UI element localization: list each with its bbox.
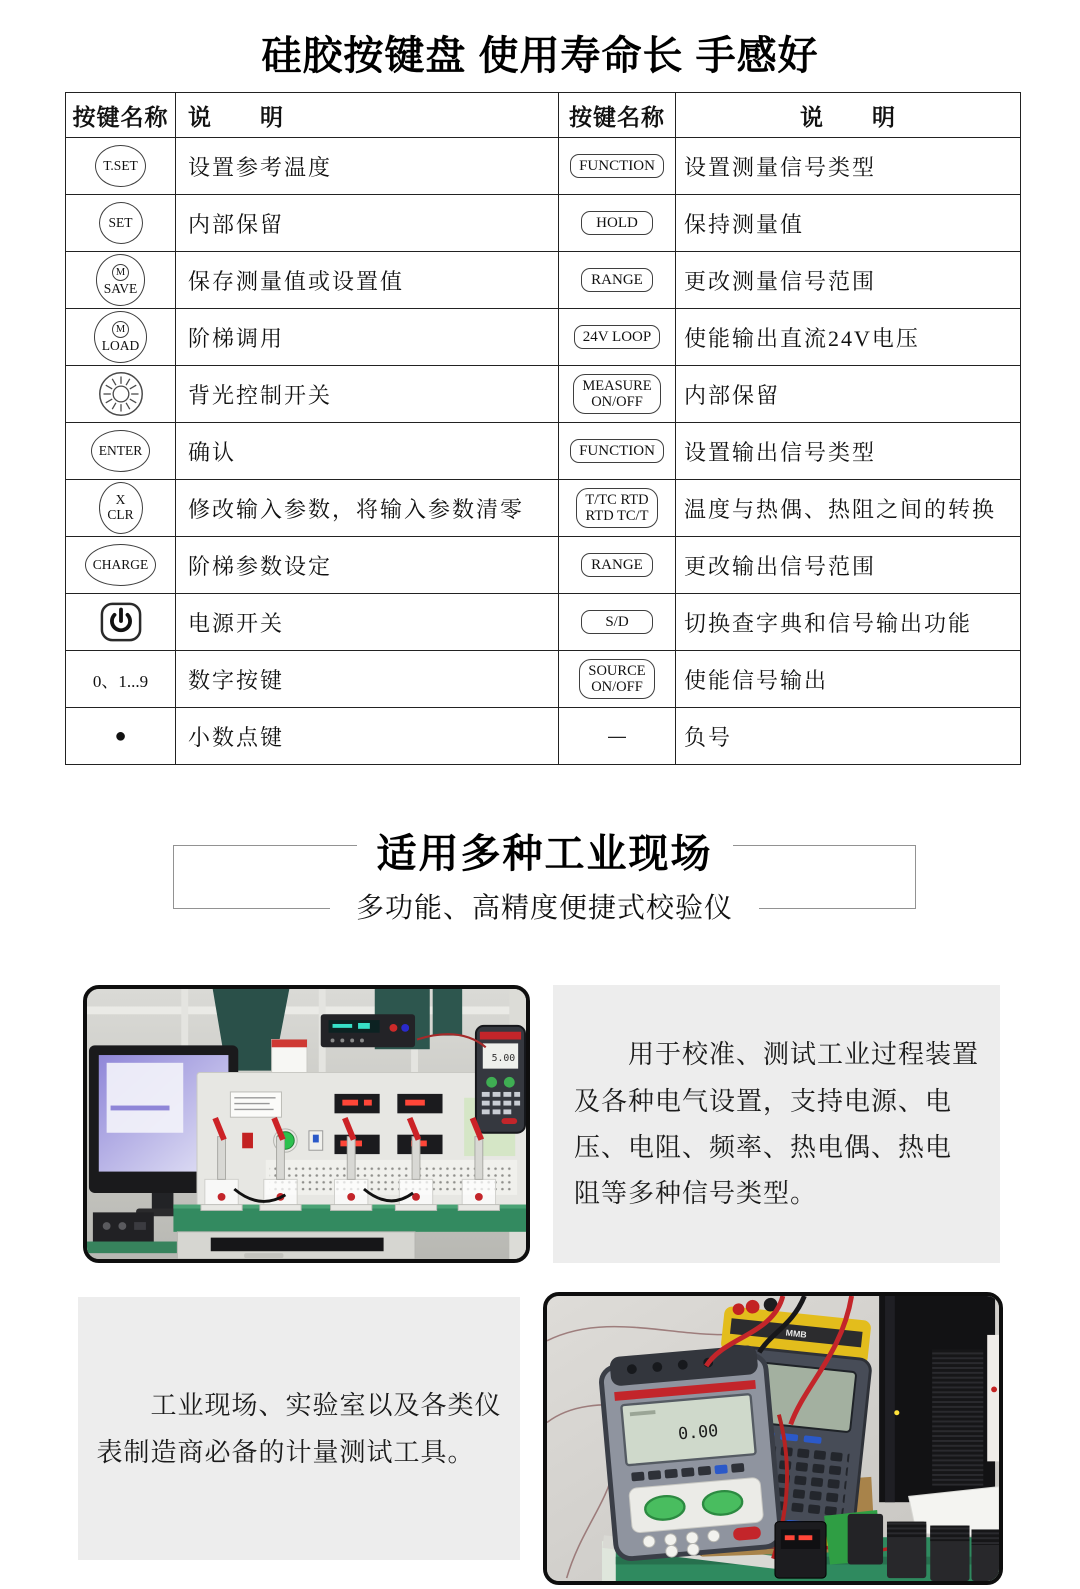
key-cell-left [66, 138, 176, 195]
section-applications-box [173, 832, 916, 923]
key-label-line: FUNCTION [579, 442, 655, 459]
section-subtitle-wrap [174, 886, 915, 926]
key-cell-left [66, 423, 176, 480]
text-line: 阻等多种信号类型。 [573, 1178, 817, 1209]
desc-cell-right: 使能信号输出 [676, 651, 1021, 708]
text-line: 及各种电气设置，支持电源、电 [573, 1085, 952, 1116]
handheld-calibrators-photo [543, 1292, 1003, 1585]
power-icon [99, 601, 143, 643]
key-source-on-off [579, 659, 654, 699]
table-row [66, 309, 1021, 366]
key-label-line: S/D [605, 613, 629, 630]
section-title-wrap [174, 822, 915, 879]
gray-calibrator [599, 1344, 781, 1562]
desc-cell-left: 数字按键 [176, 651, 559, 708]
text-line: 工业现场、实验室以及各类仪 [96, 1390, 502, 1421]
power-supply-box [93, 1212, 154, 1245]
desc-cell-left: 阶梯参数设定 [176, 537, 559, 594]
key-cell-right [559, 423, 676, 480]
key-cell-right [559, 480, 676, 537]
header-key-name-1: 按键名称 [66, 93, 176, 138]
key-range [581, 268, 653, 293]
key-cell-left [66, 708, 176, 765]
key-cell-left [66, 594, 176, 651]
key-label-line: SOURCE [588, 662, 646, 679]
key-cell-right [559, 708, 676, 765]
key-cell-left [66, 195, 176, 252]
svg-text:0.00: 0.00 [677, 1420, 719, 1444]
key-label-line: X [115, 492, 126, 508]
key-measure-on-off [573, 374, 660, 414]
key-label-line: FUNCTION [579, 157, 655, 174]
page-title: 硅胶按键盘 使用寿命长 手感好 [261, 34, 819, 78]
svg-text:5.00: 5.00 [491, 1052, 516, 1064]
key-label-line: SAVE [103, 280, 138, 296]
key-label-line: MEASURE [582, 377, 652, 394]
desc-cell-left: 修改输入参数，将输入参数清零 [176, 480, 559, 537]
m-badge: M [112, 321, 129, 338]
key-label-line: LOAD [101, 337, 140, 353]
desc-cell-left: 小数点键 [176, 708, 559, 765]
key-table-body [66, 138, 1021, 765]
desc-cell-right: 更改输出信号范围 [676, 537, 1021, 594]
key-label-line: ON/OFF [591, 679, 643, 695]
factory-bench-art [87, 989, 526, 1259]
key-label-line: 24V LOOP [582, 328, 652, 345]
key-set [99, 202, 143, 244]
key-cell-right [559, 537, 676, 594]
key-label-line: T.SET [103, 157, 138, 173]
desc-cell-right: 设置测量信号类型 [676, 138, 1021, 195]
key-cell-right [559, 138, 676, 195]
key-label-line: HOLD [596, 214, 638, 231]
table-row [66, 537, 1021, 594]
key-label-line: RTD TC/T [585, 508, 649, 524]
handheld-calibrators-art [547, 1296, 999, 1581]
header-key-name-2: 按键名称 [559, 93, 676, 138]
key-cell-right [559, 309, 676, 366]
desc-cell-right: 负号 [676, 708, 1021, 765]
key-label-line: SET [108, 214, 133, 230]
key-hold [581, 211, 653, 236]
keyboard-drawer [177, 1232, 415, 1259]
table-row [66, 195, 1021, 252]
desc-cell-right: 设置输出信号类型 [676, 423, 1021, 480]
table-row [66, 138, 1021, 195]
table-row [66, 423, 1021, 480]
pc-tower [879, 1296, 995, 1502]
desc-cell-left: 电源开关 [176, 594, 559, 651]
factory-bench-photo [83, 985, 530, 1263]
text-line: 压、电阻、频率、热电偶、热电 [573, 1132, 952, 1162]
section-subtitle: 多功能、高精度便捷式校验仪 [330, 886, 759, 926]
table-row [66, 366, 1021, 423]
desc-cell-right: 温度与热偶、热阻之间的转换 [676, 480, 1021, 537]
table-header-row [66, 93, 1021, 138]
desc-cell-right: 使能输出直流24V电压 [676, 309, 1021, 366]
key-cell-right [559, 252, 676, 309]
key-cell-right [559, 651, 676, 708]
key-cell-left [66, 309, 176, 366]
key-t-set [95, 145, 146, 187]
key-label-line: RANGE [591, 271, 643, 288]
key-description-table [65, 92, 1021, 765]
description-panel-2 [78, 1297, 520, 1560]
key-save [96, 254, 146, 306]
key-label-line: ENTER [98, 442, 143, 458]
key-cell-left [66, 537, 176, 594]
key-x-clr [99, 482, 143, 534]
desc-cell-left: 设置参考温度 [176, 138, 559, 195]
text-line: 表制造商必备的计量测试工具。 [96, 1436, 475, 1467]
desc-cell-left: 内部保留 [176, 195, 559, 252]
panel-1-text [574, 1031, 979, 1216]
text-line: 用于校准、测试工业过程装置 [573, 1039, 979, 1070]
key-range [581, 553, 653, 578]
table-row [66, 480, 1021, 537]
header-description-1: 说 明 [176, 93, 559, 138]
side-monitor-sliver [987, 1335, 999, 1461]
desc-cell-right: 内部保留 [676, 366, 1021, 423]
key-cell-right [559, 366, 676, 423]
key-load [94, 311, 148, 363]
description-panel-1 [553, 985, 1000, 1263]
bench-meter [321, 1014, 415, 1047]
decimal-dot-key: ● [114, 724, 127, 747]
no-key-dash: — [608, 725, 626, 746]
m-badge: M [112, 264, 129, 281]
key-function [570, 154, 664, 179]
key-24v-loop [574, 325, 660, 350]
key-label-line: RANGE [591, 556, 643, 573]
desc-cell-right: 切换查字典和信号输出功能 [676, 594, 1021, 651]
key-cell-right [559, 195, 676, 252]
svg-text:MMB: MMB [785, 1327, 808, 1340]
handheld-calibrator-on-bench [476, 1026, 525, 1133]
desc-cell-left: 阶梯调用 [176, 309, 559, 366]
header-description-2: 说 明 [676, 93, 1021, 138]
backlight-icon [97, 370, 145, 418]
key-charge [85, 544, 157, 586]
key-cell-left [66, 366, 176, 423]
key-label-line: CLR [107, 507, 134, 522]
desc-cell-right: 更改测量信号范围 [676, 252, 1021, 309]
key-enter [91, 430, 151, 472]
key-cell-left [66, 651, 176, 708]
panel-2-text [96, 1382, 501, 1475]
desc-cell-right: 保持测量值 [676, 195, 1021, 252]
table-row [66, 708, 1021, 765]
key-label-line: CHARGE [92, 556, 149, 572]
key-cell-left [66, 252, 176, 309]
desc-cell-left: 确认 [176, 423, 559, 480]
key-cell-right [559, 594, 676, 651]
desc-cell-left: 保存测量值或设置值 [176, 252, 559, 309]
table-row [66, 651, 1021, 708]
key-s-d [581, 610, 653, 635]
table-row [66, 252, 1021, 309]
key-label-line: ON/OFF [591, 394, 643, 410]
key-label-line: T/TC RTD [585, 491, 649, 508]
left-bench [87, 1242, 177, 1254]
numeric-keys-label: 0、1...9 [92, 671, 149, 691]
desc-cell-left: 背光控制开关 [176, 366, 559, 423]
key-cell-left [66, 480, 176, 537]
key-function [570, 439, 664, 464]
section-title: 适用多种工业现场 [357, 822, 733, 879]
key-t-tc-rtd-rtd-tc-t [576, 488, 657, 528]
table-row [66, 594, 1021, 651]
